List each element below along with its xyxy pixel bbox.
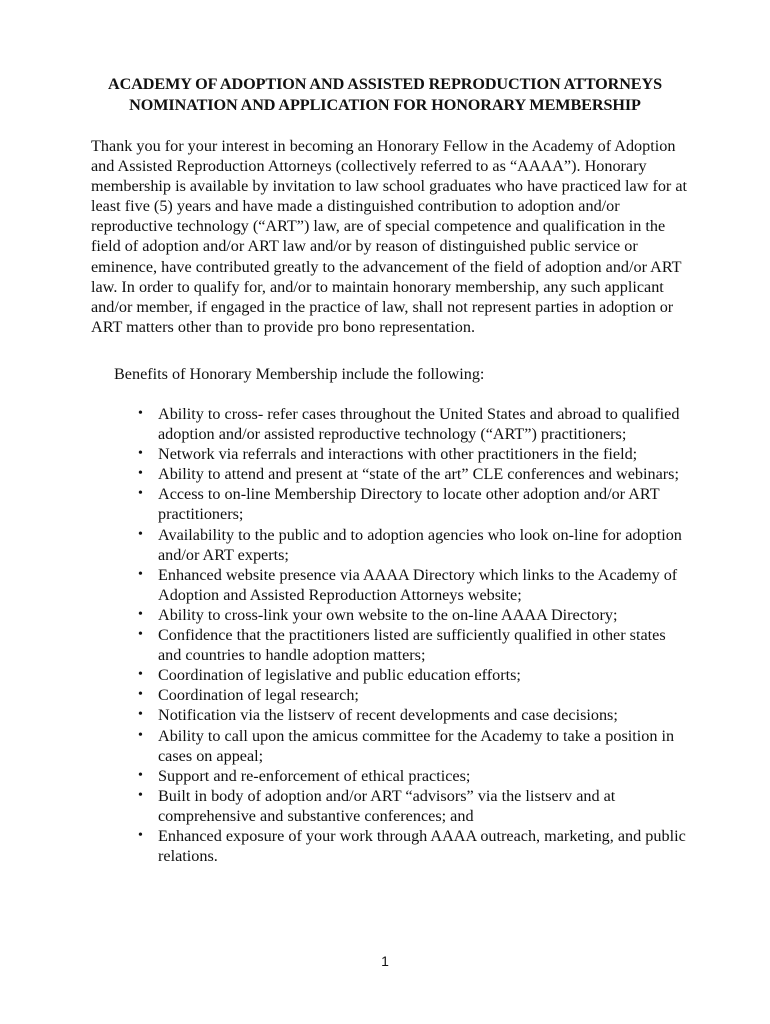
benefits-list bbox=[130, 404, 690, 866]
benefit-item bbox=[130, 826, 690, 866]
benefit-text: Network via referrals and interactions with other practitioners in the field; bbox=[158, 445, 638, 464]
page-number: 1 bbox=[381, 953, 389, 969]
bullet-icon: • bbox=[138, 466, 143, 482]
benefit-text: Coordination of legal research; bbox=[158, 686, 359, 705]
benefit-item bbox=[130, 685, 690, 705]
benefit-text: Ability to cross-link your own website to the on-line AAAA Directory; bbox=[158, 605, 618, 624]
benefit-item bbox=[130, 766, 690, 786]
benefit-text: Access to on-line Membership Directory to locate other adoption and/or ART practitioners; bbox=[158, 485, 660, 524]
benefit-item bbox=[130, 444, 690, 464]
bullet-icon: • bbox=[138, 767, 143, 783]
bullet-icon: • bbox=[138, 566, 143, 582]
benefit-item bbox=[130, 525, 690, 565]
benefit-item bbox=[130, 726, 690, 766]
bullet-icon: • bbox=[138, 667, 143, 683]
bullet-icon: • bbox=[138, 727, 143, 743]
title-line-2: NOMINATION AND APPLICATION FOR HONORARY MEMBERSHIP bbox=[129, 96, 641, 114]
benefit-item bbox=[130, 484, 690, 524]
bullet-icon: • bbox=[138, 827, 143, 843]
bullet-icon: • bbox=[138, 687, 143, 703]
benefit-text: Ability to attend and present at “state of the art” CLE conferences and webinars; bbox=[158, 465, 679, 484]
benefit-text: Support and re-enforcement of ethical practices; bbox=[158, 766, 471, 785]
benefit-text: Confidence that the practitioners listed are sufficiently qualified in other states and countries to handle adoption matters; bbox=[158, 626, 666, 665]
bullet-icon: • bbox=[138, 787, 143, 803]
bullet-icon: • bbox=[138, 606, 143, 622]
benefit-text: Ability to call upon the amicus committee for the Academy to take a position in cases on appeal; bbox=[158, 726, 675, 765]
benefit-text: Enhanced exposure of your work through AAAA outreach, marketing, and public relations. bbox=[158, 826, 686, 866]
title-line-1: ACADEMY OF ADOPTION AND ASSISTED REPRODUCTION ATTORNEYS bbox=[108, 75, 662, 93]
benefit-text: Availability to the public and to adoption agencies who look on-line for adoption and/or ART experts; bbox=[158, 525, 682, 564]
benefit-item bbox=[130, 705, 690, 725]
bullet-icon: • bbox=[138, 486, 143, 502]
benefit-item bbox=[130, 665, 690, 685]
benefit-item bbox=[130, 605, 690, 625]
benefit-text: Coordination of legislative and public education efforts; bbox=[158, 666, 521, 685]
document-title bbox=[60, 74, 710, 116]
benefit-item bbox=[130, 625, 690, 665]
benefit-text: Enhanced website presence via AAAA Directory which links to the Academy of Adoption and Assisted Reproduction Attorneys website; bbox=[158, 565, 678, 604]
benefit-text: Built in body of adoption and/or ART “advisors” via the listserv and at comprehensive and substantive conferences; and bbox=[158, 786, 616, 825]
bullet-icon: • bbox=[138, 707, 143, 723]
bullet-icon: • bbox=[138, 627, 143, 643]
bullet-icon: • bbox=[138, 406, 143, 421]
benefit-text: Notification via the listserv of recent developments and case decisions; bbox=[158, 706, 618, 725]
benefit-item bbox=[130, 464, 690, 484]
benefit-item bbox=[130, 404, 690, 444]
benefit-item bbox=[130, 786, 690, 826]
benefits-heading: Benefits of Honorary Membership include the following: bbox=[114, 365, 485, 383]
benefit-item bbox=[130, 565, 690, 605]
bullet-icon: • bbox=[138, 526, 143, 542]
intro-paragraph: Thank you for your interest in becoming an Honorary Fellow in the Academy of Adoption and Assisted Reproduction Attorneys (collectively referred to as “AAAA”). Honorary membership is available by invitation to law school graduates who have practiced law for at least five (5) years and have made a distinguished contribution to adoption and/or reproductive technology (“ART”) law, are of special competence and qualification in the field of adoption and/or ART law and/or by reason of distinguished public service or eminence, have contributed greatly to the advancement of the field of adoption and/or ART law. In order to qualify for, and/or to maintain honorary membership, any such applicant and/or member, if engaged in the practice of law, shall not represent parties in adoption or ART matters other than to provide pro bono representation. bbox=[91, 137, 688, 336]
bullet-icon: • bbox=[138, 446, 143, 462]
benefit-text: Ability to cross- refer cases throughout the United States and abroad to qualified adoption and/or assisted reproductive technology (“ART”) practitioners; bbox=[158, 405, 680, 444]
